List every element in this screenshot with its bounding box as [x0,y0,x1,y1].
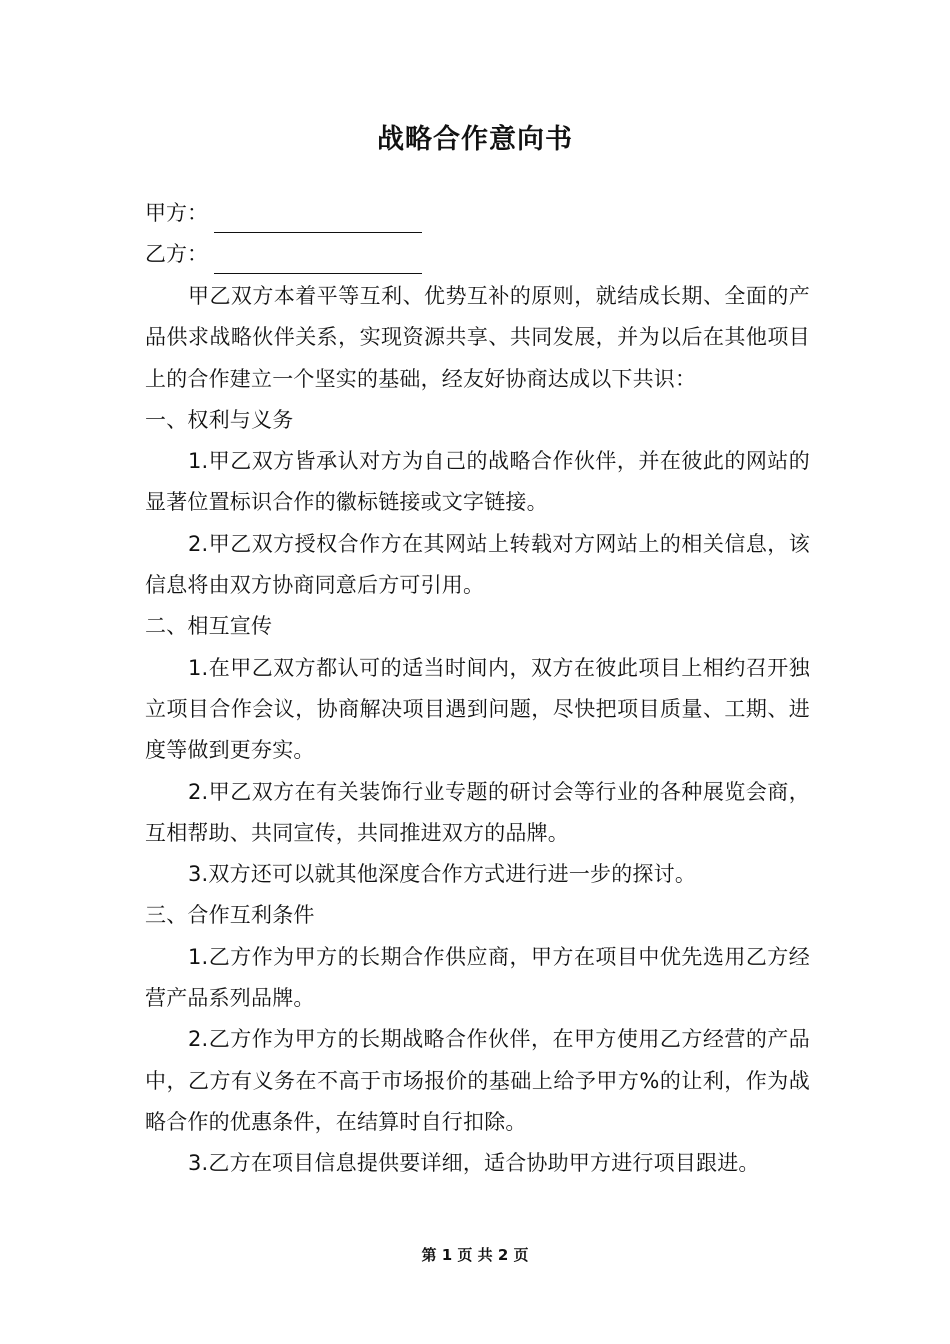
page-number-footer: 第 1 页 共 2 页 [421,1246,529,1264]
party-b-field [145,234,422,274]
body-paragraph: 1.在甲乙双方都认可的适当时间内，双方在彼此项目上相约召开独立项目合作会议，协商解决项目遇到问题，尽快把项目质量、工期、进度等做到更夯实。 [145,655,810,763]
body-paragraph: 甲乙双方本着平等互利、优势互补的原则，就结成长期、全面的产品供求战略伙伴关系，实现资源共享、共同发展，并为以后在其他项目上的合作建立一个坚实的基础，经友好协商达成以下共识： [145,284,810,391]
body-paragraph: 2.甲乙双方在有关装饰行业专题的研讨会等行业的各种展览会商，互相帮助、共同宣传，共同推进双方的品牌。 [145,779,810,845]
body-paragraph: 1.乙方作为甲方的长期合作供应商，甲方在项目中优先选用乙方经营产品系列品牌。 [145,944,810,1011]
body-paragraph: 2.甲乙双方授权合作方在其网站上转载对方网站上的相关信息，该信息将由双方协商同意后方可引用。 [145,531,810,598]
section-heading: 二、相互宣传 [145,614,273,639]
section-heading: 一、权利与义务 [145,407,294,432]
body-paragraph: 1.甲乙双方皆承认对方为自己的战略合作伙伴，并在彼此的网站的显著位置标识合作的徽标链接或文字链接。 [145,449,810,515]
party-a-blank-line [214,204,422,233]
body-paragraph: 2.乙方作为甲方的长期战略合作伙伴，在甲方使用乙方经营的产品中，乙方有义务在不高于市场报价的基础上给予甲方%的让利，作为战略合作的优惠条件，在结算时自行扣除。 [145,1027,810,1134]
page-title: 战略合作意向书 [377,124,573,155]
party-b-label: 乙方： [145,242,208,266]
document-body [145,276,810,1185]
body-paragraph: 3.双方还可以就其他深度合作方式进行进一步的探讨。 [188,862,697,887]
body-paragraph: 3.乙方在项目信息提供要详细，适合协助甲方进行项目跟进。 [188,1151,760,1176]
party-a-field [145,193,422,233]
party-b-blank-line [214,245,422,274]
party-a-label: 甲方： [145,201,208,225]
section-heading: 三、合作互利条件 [145,903,315,928]
